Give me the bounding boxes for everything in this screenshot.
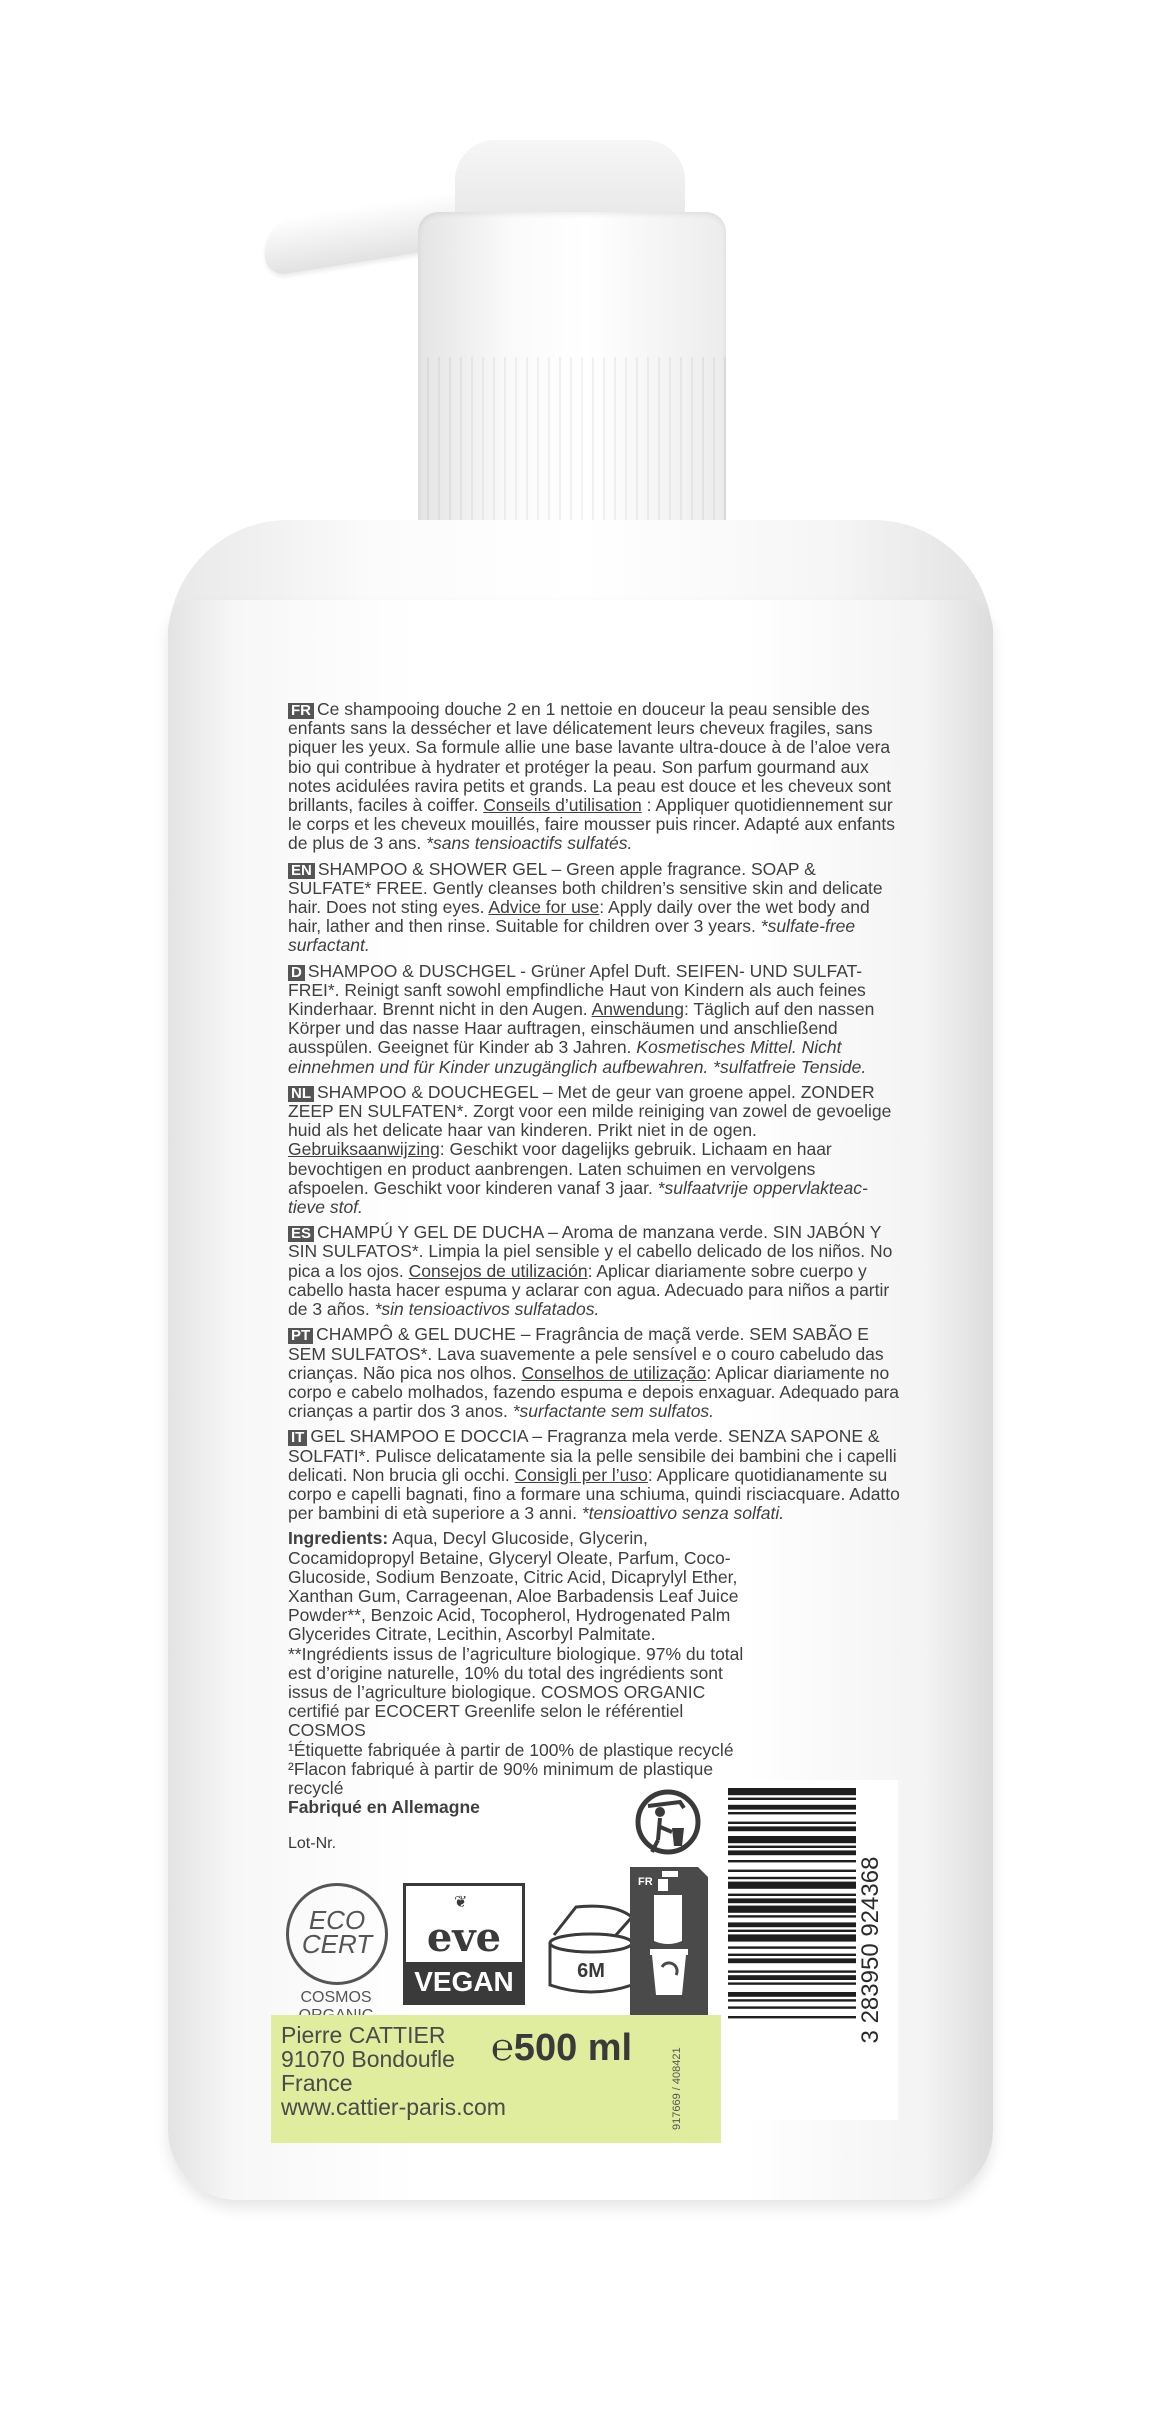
label-text	[288, 700, 900, 1823]
barcode-bar	[728, 1999, 856, 2001]
barcode-bar	[728, 1870, 856, 1872]
svg-text:FR: FR	[638, 1876, 653, 1888]
barcode-bar	[728, 1850, 856, 1855]
barcode-bar	[728, 1788, 856, 1795]
barcode-bar	[728, 1846, 856, 1848]
section-pt: PT CHAMPÔ & GEL DUCHE – Fragrância de maçã verde. SEM SABÃO E SEM SULFATOS*. Lava suavemente a pele sensível e o couro cabeludo das crianças. Não pica nos olhos. Conselhos de utilização: Aplicar diariamente no corpo e cabelo molhados, fazendo espuma e depois enxaguar. Adequado para crianças a partir dos 3 anos. *surfactante sem sulfatos.	[288, 1324, 900, 1422]
eve-vegan-logo: ❦ eve VEGAN	[403, 1883, 525, 2005]
section-de: D SHAMPOO & DUSCHGEL - Grüner Apfel Duft. SEIFEN- UND SULFAT-FREI*. Reinigt sanft sowohl empfindliche Haut von Kindern als auch feines Kinderhaar. Brennt nicht in den Augen. Anwendung: Täglich auf den nassen Körper und das nasse Haar auftragen, einschäumen und anschließend ausspülen. Geeignet für Kinder ab 3 Jahren. Kosmetisches Mittel. Nicht einnehmen und für Kinder unzugänglich aufbewahren. *sulfatfreie Tenside.	[288, 960, 875, 1077]
section-en: EN SHAMPOO & SHOWER GEL – Green apple fragrance. SOAP & SULFATE* FREE. Gently cleanses both children’s sensitive skin and delicate hair. Does not sting eyes. Advice for use: Apply daily over the wet body and hair, lather and then rinse. Suitable for children over 3 years. *sulfate-free surfactant.	[288, 858, 883, 956]
barcode-bar	[728, 1906, 856, 1913]
barcode-bar	[728, 1894, 856, 1896]
svg-text:6M: 6M	[577, 1960, 605, 1982]
product-code: 917669 / 408421	[671, 2047, 683, 2130]
lot-number: Lot-Nr.	[288, 1835, 337, 1852]
barcode-bar	[728, 1946, 856, 1948]
leaf-icon: ❦	[454, 1894, 468, 1911]
made-in: Fabriqué en Allemagne	[288, 1797, 480, 1818]
barcode-bar	[728, 1812, 856, 1814]
barcode-bar	[728, 1970, 856, 1972]
barcode-bar	[728, 2016, 856, 2018]
section-it: IT GEL SHAMPOO E DOCCIA – Fragranza mela verde. SENZA SAPONE & SOLFATI*. Pulisce delicatamente sia la pelle sensibile dei bambini che i capelli delicati. Non brucia gli occhi. Consigli per l’uso: Applicare quotidianamente su corpo e capelli bagnati, fino a formare una schiuma, quindi risciacquare. Adatto per bambini di età superiore a 3 anni. *tensioattivo senza solfati.	[288, 1426, 900, 1524]
barcode-bar	[728, 1822, 856, 1824]
barcode-bar	[728, 1860, 856, 1862]
barcode-bar	[728, 1958, 856, 1963]
barcode-bar	[728, 1877, 856, 1879]
footnote-bottle: ²Flacon fabriqué à partir de 90% minimum de plastique recyclé	[288, 1758, 714, 1798]
barcode-bar	[728, 1930, 856, 1932]
barcode-bar	[728, 1992, 856, 1997]
back-label	[278, 700, 903, 2145]
volume: ℮500 ml	[491, 2027, 633, 2069]
tidyman-icon	[628, 1782, 708, 1862]
section-es: ES CHAMPÚ Y GEL DE DUCHA – Aroma de manzana verde. SIN JABÓN Y SIN SULFATOS*. Limpia la piel sensible y el cabello delicado de los niños. No pica a los ojos. Consejos de utilización: Aplicar diariamente sobre cuerpo y cabello hasta hacer espuma y aclarar con agua. Adecuado para niños a partir de 3 años. *sin tensioactivos sulfatados.	[288, 1222, 893, 1320]
barcode-bar	[728, 1934, 856, 1941]
footnote-label: ¹Étiquette fabriquée à partir de 100% de plastique recyclé	[288, 1739, 734, 1760]
section-fr: FR Ce shampooing douche 2 en 1 nettoie en douceur la peau sensible des enfants sans la dessécher et lave délicatement leurs cheveux fragiles, sans piquer les yeux. Sa formule allie une base lavante ultra-douce à de l’aloe vera bio qui contribue à hydrater et protéger la peau. Son parfum gourmand aux notes acidulées ravira petits et grands. La peau est douce et les cheveux sont brillants, faciles à coiffer. Conseils d’utilisation : Appliquer quotidiennement sur le corps et les cheveux mouillés, faire mousser puis rincer. Adapté aux enfants de plus de 3 ans. *sans tensioactifs sulfatés.	[288, 699, 895, 854]
barcode-bar	[728, 1836, 856, 1843]
barcode-bar	[728, 1954, 856, 1956]
barcode-bar	[728, 1922, 856, 1927]
section-nl: NL SHAMPOO & DOUCHEGEL – Met de geur van groene appel. ZONDER ZEEP EN SULFATEN*. Zorgt voor een milde reiniging van zowel de gevoelige huid als het delicate haar van kinderen. Prikt niet in de ogen. Gebruiksaanwijzing: Geschikt voor dagelijks gebruik. Lichaam en haar bevochtigen en product aanbrengen. Laten schuimen en vervolgens afspoelen. Geschikt voor kinderen vanaf 3 jaar. *sulfaatvrije oppervlakteac-tieve stof.	[288, 1081, 892, 1218]
barcode-bar	[728, 1898, 856, 1903]
ecocert-logo: ECO CERT COSMOS	[286, 1883, 386, 2025]
producer-address: Pierre CATTIER 91070 Bondoufle France www.cattier-paris.com	[281, 2022, 506, 2120]
producer-band	[271, 2015, 721, 2143]
barcode-bar	[728, 1982, 856, 1984]
triman-sorting-icon	[628, 1865, 710, 2025]
barcode-bar	[728, 2006, 856, 2008]
svg-text:3 283950 924368: 3 283950 924368	[857, 1856, 884, 2044]
pump-collar	[418, 212, 726, 547]
barcode-bar	[728, 1798, 856, 1800]
barcode-bar	[728, 1826, 856, 1831]
ingredients: Ingredients: Aqua, Decyl Glucoside, Glycerin, Cocamidopropyl Betaine, Glyceryl Oleate, Parfum, Coco-Glucoside, Sodium Benzoate, Citric Acid, Dicaprylyl Ether, Xanthan Gum, Carrageenan, Aloe Barbadensis Leaf Juice Powder**, Benzoic Acid, Tocopherol, Hydrogenated Palm Glycerides Citrate, Lecithin, Ascorbyl Palmitate. **Ingrédients issus de l’agriculture biologique. 97% du total est d’origine naturelle, 10% du total des ingrédients sont issus de l’agriculture biologique. COSMOS ORGANIC certifié par ECOCERT Greenlife selon le référentiel COSMOS ¹Étiquette fabriquée à partir de 100% de plastique recyclé ²Flacon fabriqué à partir de 90% minimum de plastique recyclé Fabriqué en Allemagne	[288, 1528, 744, 1818]
barcode-bar	[728, 1805, 856, 1810]
barcode-bar	[728, 1975, 856, 1980]
barcode	[728, 1780, 898, 2120]
barcode-bar	[728, 1915, 856, 1917]
barcode-bar	[728, 1882, 856, 1889]
website: www.cattier-paris.com	[281, 2094, 506, 2120]
